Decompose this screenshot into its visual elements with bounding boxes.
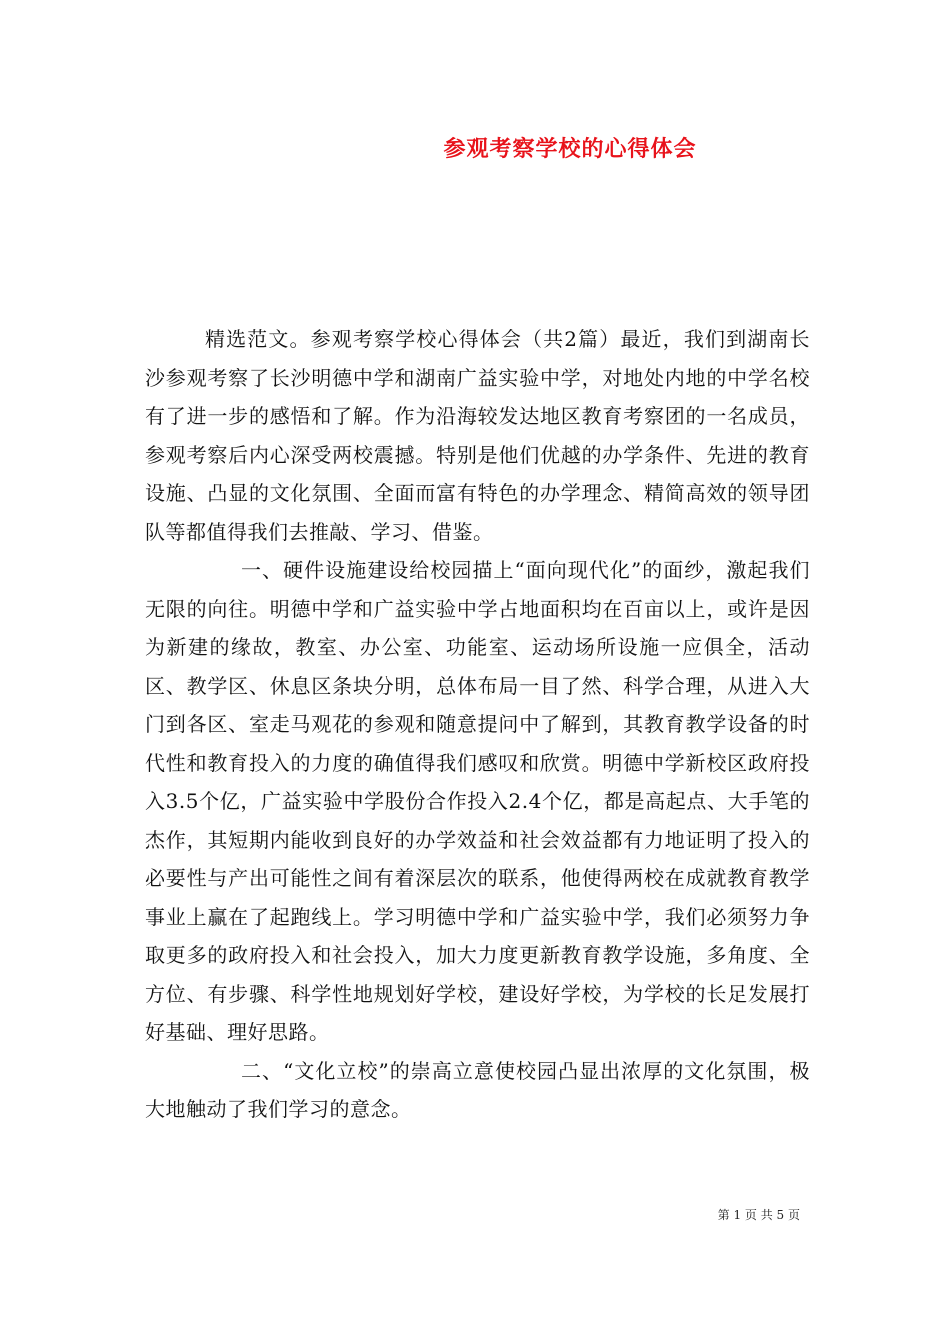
paragraph-intro: 精选范文。参观考察学校心得体会（共2篇）最近，我们到湖南长沙参观考察了长沙明德中学和湖南广益实验中学，对地处内地的中学名校有了进一步的感悟和了解。作为沿海较发达地区教育考察团的一名成员，参观考察后内心深受两校震撼。特别是他们优越的办学条件、先进的教育设施、凸显的文化氛围、全面而富有特色的办学理念、精简高效的领导团队等都值得我们去推敲、学习、借鉴。 [145, 327, 810, 544]
document-title: 参观考察学校的心得体会 [443, 136, 697, 162]
paragraph-culture: 二、“文化立校”的崇高立意使校园凸显出浓厚的文化氛围，极大地触动了我们学习的意念。 [145, 1058, 810, 1121]
paragraph-hardware: 一、硬件设施建设给校园描上“面向现代化”的面纱，激起我们无限的向往。明德中学和广益实验中学占地面积均在百亩以上，或许是因为新建的缘故，教室、办公室、功能室、运动场所设施一应俱全，活动区、教学区、休息区条块分明，总体布局一目了然、科学合理，从进入大门到各区、室走马观花的参观和随意提问中了解到，其教育教学设备的时代性和教育投入的力度的确值得我们感叹和欣赏。明德中学新校区政府投入3.5个亿，广益实验中学股份合作投入2.4个亿，都是高起点、大手笔的杰作，其短期内能收到良好的办学效益和社会效益都有力地证明了投入的必要性与产出可能性之间有着深层次的联系，他使得两校在成就教育教学事业上赢在了起跑线上。学习明德中学和广益实验中学，我们必须努力争取更多的政府投入和社会投入，加大力度更新教育教学设施，多角度、全方位、有步骤、科学性地规划好学校，建设好学校，为学校的长足发展打好基础、理好思路。 [145, 558, 810, 1044]
document-body [145, 320, 810, 1129]
page-number: 第 1 页 共 5 页 [717, 1208, 800, 1222]
